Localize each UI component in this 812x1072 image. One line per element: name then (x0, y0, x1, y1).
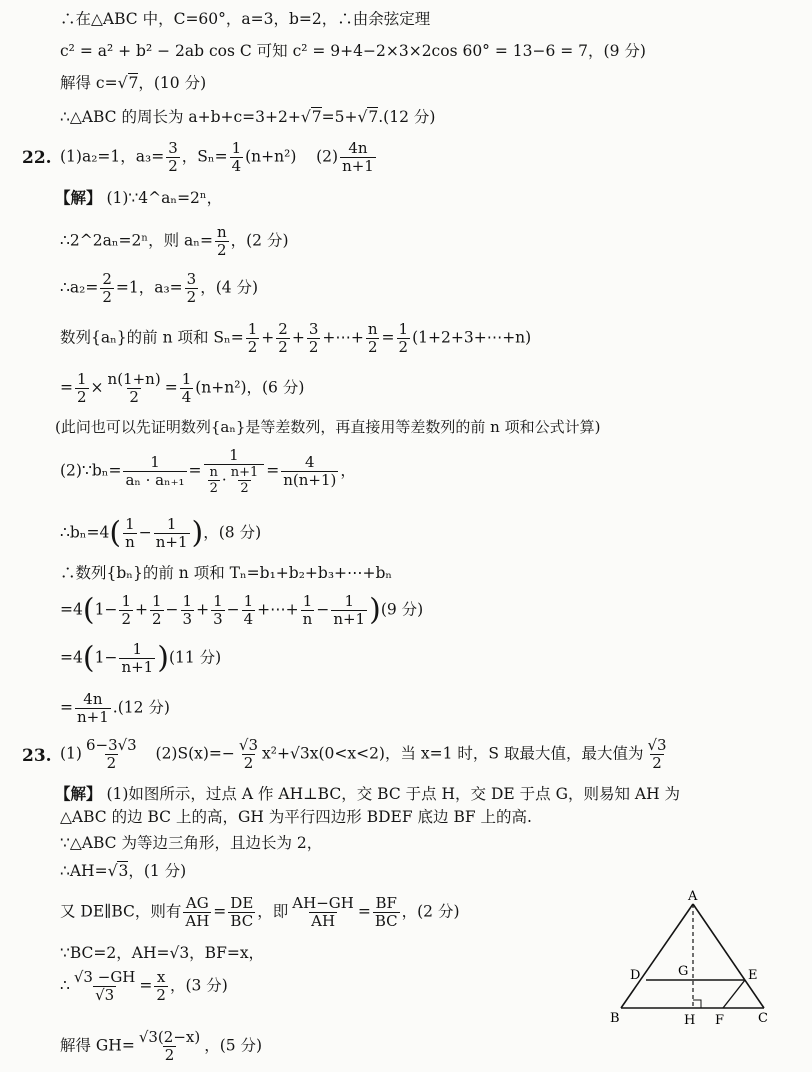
problem-number: 23. (22, 746, 52, 766)
point-label-c: C (758, 1011, 768, 1026)
side-ab (621, 904, 693, 1008)
solution-line: ∴AH=√3，(1 分) (60, 862, 187, 880)
right-angle-mark (693, 1000, 701, 1008)
answer-line: (1) $\frac{6-3√3}{2}$ (2)S(x)=− $\frac{√3}{2}$ x²+√3x(0<x<2)，当 x=1 时，S 取最大值，最大值为 $\frac{√3}{2}$ (60, 736, 667, 772)
text-line: ∴△ABC 的周长为 a+b+c=3+2+√7=5+√7.(12 分) (60, 108, 436, 126)
solution-line: 【解】 (1)如图所示，过点 A 作 AH⊥BC，交 BC 于点 H，交 DE 于点 G，则易知 AH 为 (55, 784, 681, 803)
point-label-b: B (610, 1011, 620, 1026)
solution-line: ∴2^2aₙ=2ⁿ，则 aₙ= $\frac{n}{2}$ ，(2 分) (60, 223, 289, 259)
point-label-g: G (678, 964, 689, 979)
solution-line: 又 DE∥BC，则有 $\frac{AG}{AH}$ = $\frac{DE}{BC}$ ，即 $\frac{AH-GH}{AH}$ = $\frac{BF}{BC}$ ，(2 分) (60, 894, 460, 930)
text-line: ∴在△ABC 中，C=60°，a=3，b=2，∴由余弦定理 (60, 10, 431, 28)
solution-line: ∴bₙ=4( $\frac{1}{n}$ − $\frac{1}{n+1}$ )，(8 分) (60, 515, 262, 551)
point-label-e: E (748, 968, 758, 983)
segment-ef (723, 980, 745, 1008)
point-label-a: A (688, 889, 698, 904)
point-label-d: D (630, 968, 641, 983)
point-label-f: F (715, 1013, 725, 1028)
solution-line: ∴a₂= $\frac{2}{2}$ =1，a₃= $\frac{3}{2}$ ，(4 分) (60, 270, 259, 306)
solution-line: 【解】 (1)∵4^aₙ=2ⁿ， (55, 188, 223, 207)
note-line: (此问也可以先证明数列{aₙ}是等差数列，再直接用等差数列的前 n 项和公式计算) (55, 418, 601, 436)
solution-line: ∴数列{bₙ}的前 n 项和 Tₙ=b₁+b₂+b₃+⋯+bₙ (60, 564, 393, 582)
triangle-figure (606, 888, 778, 1038)
solution-line: ∵BC=2，AH=√3，BF=x， (60, 944, 265, 962)
solution-line: = $\frac{1}{2}$ × $\frac{n(1+n)}{2}$ = $\frac{1}{4}$ (n+n²)，(6 分) (60, 370, 305, 406)
solution-line: ∵△ABC 为等边三角形，且边长为 2， (60, 834, 323, 852)
side-ac (693, 904, 764, 1008)
solution-line: (2)∵bₙ= $\frac{1}{\text{aₙ · aₙ₊₁}}$ = 1 $\frac{n}{2}$ · $\frac{n+1}{2}$ = $\frac{4}{n(n+1)}$ ， (60, 446, 356, 496)
solution-line: = $\frac{4n}{n+1}$ .(12 分) (60, 690, 170, 726)
problem-number: 22. (22, 148, 52, 168)
answer-line: (1)a₂=1，a₃= $\frac{3}{2}$ ，Sₙ= $\frac{1}{4}$ (n+n²) (2) $\frac{4n}{n+1}$ (60, 139, 374, 175)
text-line: c² = a² + b² − 2ab cos C 可知 c² = 9+4−2×3×2cos 60° = 13−6 = 7，(9 分) (60, 42, 646, 60)
solution-line: ∴ $\frac{√3 -GH}{√3}$ = $\frac{x}{2}$ ，(3 分) (60, 968, 228, 1004)
solution-line: 解得 GH= $\frac{√3(2-x)}{2}$ ，(5 分) (60, 1028, 263, 1064)
point-label-h: H (684, 1013, 696, 1028)
solution-line: =4(1− $\frac{1}{n+1}$ )(11 分) (60, 640, 222, 676)
solution-line: =4(1− $\frac{1}{2}$ + $\frac{1}{2}$ − $\frac{1}{3}$ + $\frac{1}{3}$ − $\frac{1}{4}$ +⋯+ $\frac{1}{n}$ − $\frac{1}{n+1}$ )(9 分) (60, 592, 424, 628)
solution-line: 数列{aₙ}的前 n 项和 Sₙ= $\frac{1}{2}$ + $\frac{2}{2}$ + $\frac{3}{2}$ +⋯+ $\frac{n}{2}$ = $\frac{1}{2}$ (1+2+3+⋯+n) (60, 320, 532, 356)
solution-line: △ABC 的边 BC 上的高，GH 为平行四边形 BDEF 底边 BF 上的高. (60, 808, 532, 826)
text-line: 解得 c=√7，(10 分) (60, 74, 207, 92)
